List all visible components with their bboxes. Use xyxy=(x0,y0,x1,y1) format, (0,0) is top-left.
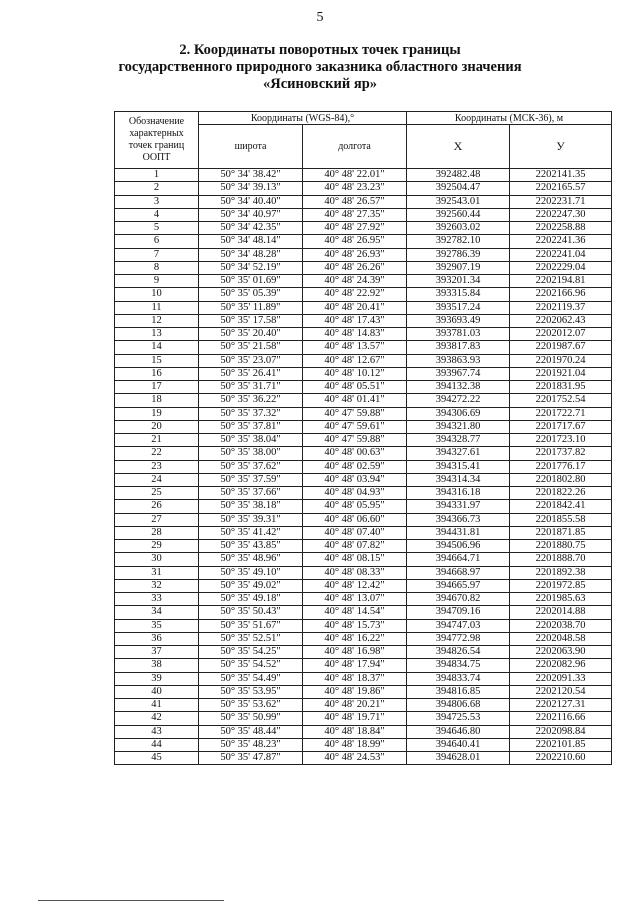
y-coordinate-cell: 2202116.66 xyxy=(510,712,612,725)
latitude-cell: 50° 35' 49.10" xyxy=(199,566,303,579)
point-number-cell: 17 xyxy=(115,381,199,394)
table-row xyxy=(115,288,612,301)
table-row xyxy=(115,195,612,208)
point-number-cell: 38 xyxy=(115,659,199,672)
latitude-cell: 50° 35' 37.32" xyxy=(199,407,303,420)
longitude-cell: 40° 48' 26.26" xyxy=(303,261,407,274)
longitude-cell: 40° 48' 14.54" xyxy=(303,606,407,619)
table-row xyxy=(115,434,612,447)
table-row xyxy=(115,460,612,473)
latitude-cell: 50° 34' 52.19" xyxy=(199,261,303,274)
longitude-cell: 40° 48' 03.94" xyxy=(303,473,407,486)
y-coordinate-cell: 2202194.81 xyxy=(510,275,612,288)
longitude-cell: 40° 48' 24.39" xyxy=(303,275,407,288)
point-number-cell: 4 xyxy=(115,208,199,221)
x-coordinate-cell: 392543.01 xyxy=(407,195,510,208)
table-row xyxy=(115,208,612,221)
table-row xyxy=(115,473,612,486)
latitude-cell: 50° 35' 39.31" xyxy=(199,513,303,526)
x-coordinate-cell: 393863.93 xyxy=(407,354,510,367)
y-coordinate-cell: 2201888.70 xyxy=(510,553,612,566)
x-coordinate-cell: 392482.48 xyxy=(407,169,510,182)
point-number-cell: 35 xyxy=(115,619,199,632)
latitude-cell: 50° 34' 40.97" xyxy=(199,208,303,221)
point-number-cell: 36 xyxy=(115,632,199,645)
latitude-cell: 50° 35' 01.69" xyxy=(199,275,303,288)
x-coordinate-cell: 394833.74 xyxy=(407,672,510,685)
latitude-cell: 50° 34' 38.42" xyxy=(199,169,303,182)
longitude-cell: 40° 48' 20.41" xyxy=(303,301,407,314)
table-row xyxy=(115,526,612,539)
x-coordinate-cell: 393517.24 xyxy=(407,301,510,314)
table-row xyxy=(115,261,612,274)
x-coordinate-cell: 394665.97 xyxy=(407,579,510,592)
longitude-cell: 40° 48' 06.60" xyxy=(303,513,407,526)
table-row xyxy=(115,487,612,500)
latitude-cell: 50° 35' 49.02" xyxy=(199,579,303,592)
x-coordinate-cell: 394431.81 xyxy=(407,526,510,539)
latitude-cell: 50° 35' 38.18" xyxy=(199,500,303,513)
longitude-cell: 40° 47' 59.88" xyxy=(303,434,407,447)
x-coordinate-cell: 394132.38 xyxy=(407,381,510,394)
longitude-cell: 40° 48' 02.59" xyxy=(303,460,407,473)
longitude-cell: 40° 48' 26.93" xyxy=(303,248,407,261)
title-line-1: 2. Координаты поворотных точек границы xyxy=(179,42,461,58)
longitude-cell: 40° 48' 14.83" xyxy=(303,328,407,341)
y-coordinate-cell: 2201722.71 xyxy=(510,407,612,420)
latitude-cell: 50° 35' 38.00" xyxy=(199,447,303,460)
table-body xyxy=(115,169,612,765)
x-coordinate-cell: 394806.68 xyxy=(407,699,510,712)
longitude-cell: 40° 48' 08.33" xyxy=(303,566,407,579)
point-number-cell: 29 xyxy=(115,540,199,553)
longitude-cell: 40° 48' 13.07" xyxy=(303,593,407,606)
point-number-cell: 11 xyxy=(115,301,199,314)
header-lon: долгота xyxy=(303,125,407,169)
latitude-cell: 50° 35' 47.87" xyxy=(199,752,303,765)
latitude-cell: 50° 35' 17.58" xyxy=(199,314,303,327)
y-coordinate-cell: 2202166.96 xyxy=(510,288,612,301)
point-number-cell: 30 xyxy=(115,553,199,566)
latitude-cell: 50° 35' 53.95" xyxy=(199,685,303,698)
y-coordinate-cell: 2201802.80 xyxy=(510,473,612,486)
x-coordinate-cell: 394725.53 xyxy=(407,712,510,725)
header-y: У xyxy=(510,125,612,169)
table-row xyxy=(115,222,612,235)
latitude-cell: 50° 35' 54.49" xyxy=(199,672,303,685)
y-coordinate-cell: 2201723.10 xyxy=(510,434,612,447)
table-row xyxy=(115,606,612,619)
table-row xyxy=(115,500,612,513)
x-coordinate-cell: 394664.71 xyxy=(407,553,510,566)
point-number-cell: 16 xyxy=(115,367,199,380)
latitude-cell: 50° 35' 52.51" xyxy=(199,632,303,645)
x-coordinate-cell: 392603.02 xyxy=(407,222,510,235)
point-number-cell: 32 xyxy=(115,579,199,592)
x-coordinate-cell: 393201.34 xyxy=(407,275,510,288)
longitude-cell: 40° 48' 27.92" xyxy=(303,222,407,235)
table-row xyxy=(115,341,612,354)
coordinates-table-wrap xyxy=(114,111,611,765)
latitude-cell: 50° 35' 37.62" xyxy=(199,460,303,473)
y-coordinate-cell: 2202165.57 xyxy=(510,182,612,195)
title-line-3: «Ясиновский яр» xyxy=(262,76,378,92)
y-coordinate-cell: 2202127.31 xyxy=(510,699,612,712)
longitude-cell: 40° 48' 04.93" xyxy=(303,487,407,500)
x-coordinate-cell: 394506.96 xyxy=(407,540,510,553)
header-wgs: Координаты (WGS-84),° xyxy=(199,112,407,125)
y-coordinate-cell: 2202231.71 xyxy=(510,195,612,208)
latitude-cell: 50° 35' 38.04" xyxy=(199,434,303,447)
longitude-cell: 40° 47' 59.61" xyxy=(303,420,407,433)
point-number-cell: 34 xyxy=(115,606,199,619)
y-coordinate-cell: 2202210.60 xyxy=(510,752,612,765)
y-coordinate-cell: 2202082.96 xyxy=(510,659,612,672)
point-number-cell: 37 xyxy=(115,646,199,659)
table-row xyxy=(115,447,612,460)
latitude-cell: 50° 35' 48.23" xyxy=(199,738,303,751)
table-row xyxy=(115,354,612,367)
point-number-cell: 15 xyxy=(115,354,199,367)
latitude-cell: 50° 35' 36.22" xyxy=(199,394,303,407)
table-row xyxy=(115,659,612,672)
point-number-cell: 28 xyxy=(115,526,199,539)
latitude-cell: 50° 35' 37.59" xyxy=(199,473,303,486)
y-coordinate-cell: 2201855.58 xyxy=(510,513,612,526)
y-coordinate-cell: 2202063.90 xyxy=(510,646,612,659)
table-row xyxy=(115,513,612,526)
point-number-cell: 42 xyxy=(115,712,199,725)
x-coordinate-cell: 393967.74 xyxy=(407,367,510,380)
x-coordinate-cell: 394816.85 xyxy=(407,685,510,698)
y-coordinate-cell: 2201717.67 xyxy=(510,420,612,433)
table-row xyxy=(115,420,612,433)
latitude-cell: 50° 35' 48.44" xyxy=(199,725,303,738)
latitude-cell: 50° 35' 20.40" xyxy=(199,328,303,341)
longitude-cell: 40° 48' 17.43" xyxy=(303,314,407,327)
x-coordinate-cell: 394628.01 xyxy=(407,752,510,765)
table-row xyxy=(115,619,612,632)
x-coordinate-cell: 394316.18 xyxy=(407,487,510,500)
y-coordinate-cell: 2201776.17 xyxy=(510,460,612,473)
longitude-cell: 40° 48' 16.98" xyxy=(303,646,407,659)
table-row xyxy=(115,275,612,288)
x-coordinate-cell: 392786.39 xyxy=(407,248,510,261)
y-coordinate-cell: 2201970.24 xyxy=(510,354,612,367)
point-number-cell: 23 xyxy=(115,460,199,473)
x-coordinate-cell: 392907.19 xyxy=(407,261,510,274)
x-coordinate-cell: 394321.80 xyxy=(407,420,510,433)
x-coordinate-cell: 394331.97 xyxy=(407,500,510,513)
y-coordinate-cell: 2201842.41 xyxy=(510,500,612,513)
latitude-cell: 50° 35' 50.43" xyxy=(199,606,303,619)
y-coordinate-cell: 2202101.85 xyxy=(510,738,612,751)
latitude-cell: 50° 35' 37.66" xyxy=(199,487,303,500)
x-coordinate-cell: 393817.83 xyxy=(407,341,510,354)
y-coordinate-cell: 2202247.30 xyxy=(510,208,612,221)
coordinates-table xyxy=(114,111,612,765)
longitude-cell: 40° 48' 18.99" xyxy=(303,738,407,751)
longitude-cell: 40° 48' 26.95" xyxy=(303,235,407,248)
table-row xyxy=(115,407,612,420)
x-coordinate-cell: 394306.69 xyxy=(407,407,510,420)
header-x: X xyxy=(407,125,510,169)
page-number: 5 xyxy=(316,10,324,25)
longitude-cell: 40° 48' 12.67" xyxy=(303,354,407,367)
latitude-cell: 50° 35' 49.18" xyxy=(199,593,303,606)
table-row xyxy=(115,712,612,725)
latitude-cell: 50° 35' 11.89" xyxy=(199,301,303,314)
x-coordinate-cell: 394670.82 xyxy=(407,593,510,606)
x-coordinate-cell: 394772.98 xyxy=(407,632,510,645)
point-number-cell: 25 xyxy=(115,487,199,500)
table-row xyxy=(115,553,612,566)
point-number-cell: 13 xyxy=(115,328,199,341)
point-number-cell: 33 xyxy=(115,593,199,606)
latitude-cell: 50° 35' 41.42" xyxy=(199,526,303,539)
longitude-cell: 40° 48' 20.21" xyxy=(303,699,407,712)
y-coordinate-cell: 2201987.67 xyxy=(510,341,612,354)
table-row xyxy=(115,566,612,579)
table-row xyxy=(115,685,612,698)
latitude-cell: 50° 35' 43.85" xyxy=(199,540,303,553)
table-row xyxy=(115,394,612,407)
longitude-cell: 40° 48' 12.42" xyxy=(303,579,407,592)
point-number-cell: 5 xyxy=(115,222,199,235)
point-number-cell: 45 xyxy=(115,752,199,765)
longitude-cell: 40° 48' 17.94" xyxy=(303,659,407,672)
longitude-cell: 40° 48' 19.71" xyxy=(303,712,407,725)
latitude-cell: 50° 34' 48.28" xyxy=(199,248,303,261)
point-number-cell: 6 xyxy=(115,235,199,248)
longitude-cell: 40° 48' 24.53" xyxy=(303,752,407,765)
x-coordinate-cell: 394668.97 xyxy=(407,566,510,579)
y-coordinate-cell: 2201822.26 xyxy=(510,487,612,500)
point-number-cell: 41 xyxy=(115,699,199,712)
y-coordinate-cell: 2202241.36 xyxy=(510,235,612,248)
y-coordinate-cell: 2202241.04 xyxy=(510,248,612,261)
y-coordinate-cell: 2202229.04 xyxy=(510,261,612,274)
footer-separator xyxy=(38,900,224,901)
longitude-cell: 40° 48' 10.12" xyxy=(303,367,407,380)
x-coordinate-cell: 394826.54 xyxy=(407,646,510,659)
x-coordinate-cell: 394640.41 xyxy=(407,738,510,751)
longitude-cell: 40° 48' 23.23" xyxy=(303,182,407,195)
y-coordinate-cell: 2201892.38 xyxy=(510,566,612,579)
point-number-cell: 27 xyxy=(115,513,199,526)
longitude-cell: 40° 48' 07.40" xyxy=(303,526,407,539)
point-number-cell: 20 xyxy=(115,420,199,433)
point-number-cell: 7 xyxy=(115,248,199,261)
x-coordinate-cell: 393693.49 xyxy=(407,314,510,327)
point-number-cell: 39 xyxy=(115,672,199,685)
x-coordinate-cell: 394272.22 xyxy=(407,394,510,407)
y-coordinate-cell: 2202098.84 xyxy=(510,725,612,738)
table-row xyxy=(115,169,612,182)
y-coordinate-cell: 2202014.88 xyxy=(510,606,612,619)
table-row xyxy=(115,182,612,195)
point-number-cell: 40 xyxy=(115,685,199,698)
y-coordinate-cell: 2202120.54 xyxy=(510,685,612,698)
y-coordinate-cell: 2202141.35 xyxy=(510,169,612,182)
x-coordinate-cell: 392504.47 xyxy=(407,182,510,195)
table-row xyxy=(115,248,612,261)
y-coordinate-cell: 2201752.54 xyxy=(510,394,612,407)
table-row xyxy=(115,752,612,765)
y-coordinate-cell: 2201737.82 xyxy=(510,447,612,460)
x-coordinate-cell: 392782.10 xyxy=(407,235,510,248)
latitude-cell: 50° 35' 50.99" xyxy=(199,712,303,725)
x-coordinate-cell: 394315.41 xyxy=(407,460,510,473)
latitude-cell: 50° 35' 26.41" xyxy=(199,367,303,380)
point-number-cell: 24 xyxy=(115,473,199,486)
point-number-cell: 8 xyxy=(115,261,199,274)
point-number-cell: 18 xyxy=(115,394,199,407)
latitude-cell: 50° 35' 51.67" xyxy=(199,619,303,632)
y-coordinate-cell: 2202119.37 xyxy=(510,301,612,314)
table-row xyxy=(115,646,612,659)
y-coordinate-cell: 2201921.04 xyxy=(510,367,612,380)
point-number-cell: 12 xyxy=(115,314,199,327)
y-coordinate-cell: 2202062.43 xyxy=(510,314,612,327)
longitude-cell: 40° 48' 22.01" xyxy=(303,169,407,182)
point-number-cell: 44 xyxy=(115,738,199,751)
header-lat: широта xyxy=(199,125,303,169)
longitude-cell: 40° 48' 27.35" xyxy=(303,208,407,221)
point-number-cell: 1 xyxy=(115,169,199,182)
longitude-cell: 40° 48' 16.22" xyxy=(303,632,407,645)
x-coordinate-cell: 394314.34 xyxy=(407,473,510,486)
longitude-cell: 40° 48' 01.41" xyxy=(303,394,407,407)
longitude-cell: 40° 48' 22.92" xyxy=(303,288,407,301)
point-number-cell: 21 xyxy=(115,434,199,447)
latitude-cell: 50° 35' 31.71" xyxy=(199,381,303,394)
point-number-cell: 43 xyxy=(115,725,199,738)
table-row xyxy=(115,328,612,341)
table-row xyxy=(115,301,612,314)
x-coordinate-cell: 394646.80 xyxy=(407,725,510,738)
y-coordinate-cell: 2201871.85 xyxy=(510,526,612,539)
latitude-cell: 50° 34' 42.35" xyxy=(199,222,303,235)
longitude-cell: 40° 48' 07.82" xyxy=(303,540,407,553)
point-number-cell: 22 xyxy=(115,447,199,460)
longitude-cell: 40° 48' 00.63" xyxy=(303,447,407,460)
table-row xyxy=(115,367,612,380)
table-row xyxy=(115,738,612,751)
latitude-cell: 50° 34' 48.14" xyxy=(199,235,303,248)
longitude-cell: 40° 48' 13.57" xyxy=(303,341,407,354)
latitude-cell: 50° 35' 54.52" xyxy=(199,659,303,672)
x-coordinate-cell: 394709.16 xyxy=(407,606,510,619)
latitude-cell: 50° 35' 05.39" xyxy=(199,288,303,301)
y-coordinate-cell: 2202048.58 xyxy=(510,632,612,645)
longitude-cell: 40° 48' 26.57" xyxy=(303,195,407,208)
latitude-cell: 50° 35' 37.81" xyxy=(199,420,303,433)
x-coordinate-cell: 393315.84 xyxy=(407,288,510,301)
document-title xyxy=(40,42,600,93)
y-coordinate-cell: 2201831.95 xyxy=(510,381,612,394)
table-row xyxy=(115,540,612,553)
x-coordinate-cell: 394834.75 xyxy=(407,659,510,672)
y-coordinate-cell: 2202258.88 xyxy=(510,222,612,235)
table-row xyxy=(115,725,612,738)
point-number-cell: 3 xyxy=(115,195,199,208)
longitude-cell: 40° 48' 19.86" xyxy=(303,685,407,698)
longitude-cell: 40° 48' 15.73" xyxy=(303,619,407,632)
longitude-cell: 40° 48' 05.95" xyxy=(303,500,407,513)
x-coordinate-cell: 393781.03 xyxy=(407,328,510,341)
latitude-cell: 50° 35' 54.25" xyxy=(199,646,303,659)
table-row xyxy=(115,699,612,712)
header-msk: Координаты (МСК-36), м xyxy=(407,112,612,125)
y-coordinate-cell: 2202091.33 xyxy=(510,672,612,685)
table-row xyxy=(115,672,612,685)
point-number-cell: 10 xyxy=(115,288,199,301)
table-row xyxy=(115,314,612,327)
point-number-cell: 9 xyxy=(115,275,199,288)
y-coordinate-cell: 2201985.63 xyxy=(510,593,612,606)
table-row xyxy=(115,381,612,394)
point-number-cell: 19 xyxy=(115,407,199,420)
title-line-2: государственного природного заказника областного значения xyxy=(118,59,522,75)
point-number-cell: 14 xyxy=(115,341,199,354)
point-number-cell: 26 xyxy=(115,500,199,513)
latitude-cell: 50° 35' 23.07" xyxy=(199,354,303,367)
table-row xyxy=(115,593,612,606)
y-coordinate-cell: 2202038.70 xyxy=(510,619,612,632)
point-number-cell: 2 xyxy=(115,182,199,195)
table-row xyxy=(115,579,612,592)
table-row xyxy=(115,632,612,645)
longitude-cell: 40° 48' 18.84" xyxy=(303,725,407,738)
table-row xyxy=(115,235,612,248)
y-coordinate-cell: 2201880.75 xyxy=(510,540,612,553)
latitude-cell: 50° 34' 39.13" xyxy=(199,182,303,195)
latitude-cell: 50° 35' 48.96" xyxy=(199,553,303,566)
x-coordinate-cell: 394327.61 xyxy=(407,447,510,460)
x-coordinate-cell: 392560.44 xyxy=(407,208,510,221)
y-coordinate-cell: 2201972.85 xyxy=(510,579,612,592)
longitude-cell: 40° 47' 59.88" xyxy=(303,407,407,420)
header-point: Обозначение характерных точек границ ООПТ xyxy=(115,112,199,169)
point-number-cell: 31 xyxy=(115,566,199,579)
y-coordinate-cell: 2202012.07 xyxy=(510,328,612,341)
longitude-cell: 40° 48' 05.51" xyxy=(303,381,407,394)
x-coordinate-cell: 394366.73 xyxy=(407,513,510,526)
x-coordinate-cell: 394747.03 xyxy=(407,619,510,632)
x-coordinate-cell: 394328.77 xyxy=(407,434,510,447)
latitude-cell: 50° 35' 21.58" xyxy=(199,341,303,354)
longitude-cell: 40° 48' 08.15" xyxy=(303,553,407,566)
latitude-cell: 50° 34' 40.40" xyxy=(199,195,303,208)
longitude-cell: 40° 48' 18.37" xyxy=(303,672,407,685)
latitude-cell: 50° 35' 53.62" xyxy=(199,699,303,712)
